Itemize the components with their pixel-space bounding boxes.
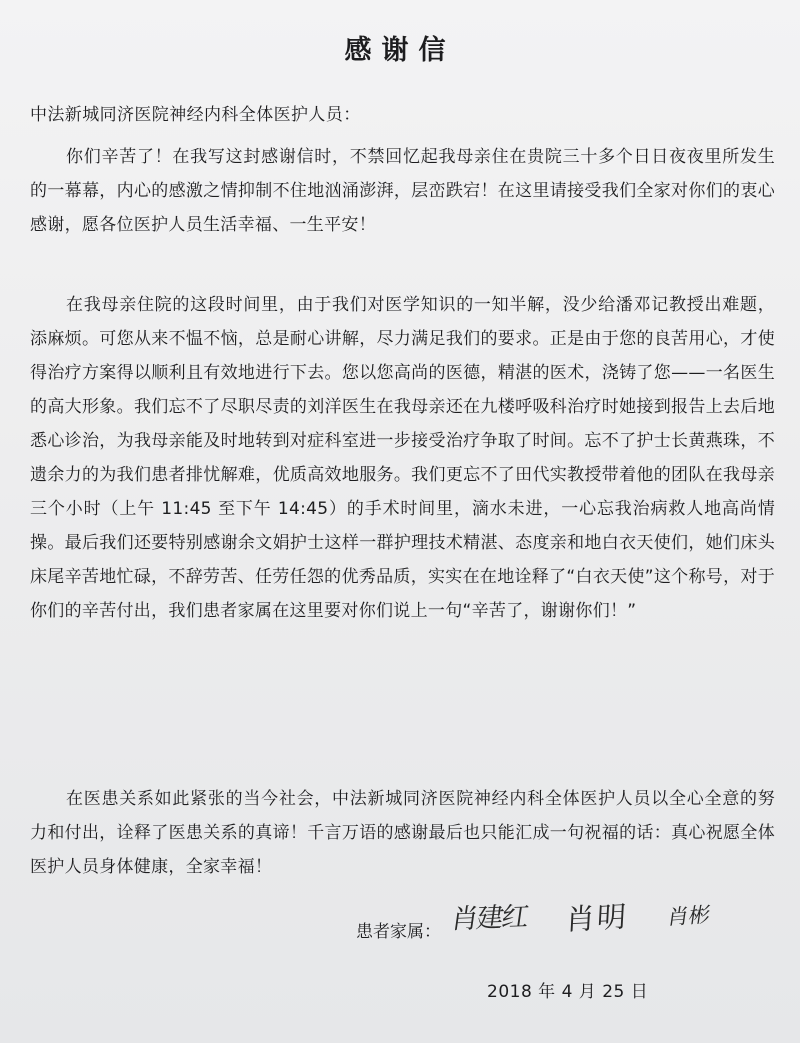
body-paragraph-1: 你们辛苦了！在我写这封感谢信时，不禁回忆起我母亲住在贵院三十多个日日夜夜里所发生的一幕幕，内心的感激之情抑制不住地汹涌澎湃，层峦跌宕！在这里请接受我们全家对你们的衷心感谢，愿各位医护人员生活幸福、一生平安！: [30, 147, 775, 235]
letter-date: 2018 年 4 月 25 日: [487, 982, 649, 1002]
body-paragraph-3: 在医患关系如此紧张的当今社会，中法新城同济医院神经内科全体医护人员以全心全意的努力和付出，诠释了医患关系的真谛！千言万语的感谢最后也只能汇成一句祝福的话：真心祝愿全体医护人员身体健康，全家幸福！: [30, 789, 775, 877]
signature-label: 患者家属：: [356, 922, 441, 942]
salutation: 中法新城同济医院神经内科全体医护人员：: [30, 105, 361, 125]
letter-title: 感谢信: [344, 35, 456, 66]
handwritten-signature-3: 肖彬: [665, 902, 712, 930]
handwritten-signature-1: 肖建红: [449, 901, 529, 936]
body-paragraph-2: 在我母亲住院的这段时间里，由于我们对医学知识的一知半解，没少给潘邓记教授出难题，添麻烦。可您从来不愠不恼，总是耐心讲解，尽力满足我们的要求。正是由于您的良苦用心，才使得治疗方案得以顺利且有效地进行下去。您以您高尚的医德，精湛的医术，浇铸了您——一名医生的高大形象。我们忘不了尽职尽责的刘洋医生在我母亲还在九楼呼吸科治疗时她接到报告上去后地悉心诊治，为我母亲能及时地转到对症科室进一步接受治疗争取了时间。忘不了护士长黄燕珠，不遗余力的为我们患者排忧解难，优质高效地服务。我们更忘不了田代实教授带着他的团队在我母亲三个小时（上午 11:45 至下午 14:45）的手术时间里，滴水未进，一心忘我治病救人地高尚情操。最后我们还要特别感谢余文娟护士这样一群护理技术精湛、态度亲和地白衣天使们，她们床头床尾辛苦地忙碌，不辞劳苦、任劳任怨的优秀品质，实实在在地诠释了“白衣天使”这个称号，对于你们的辛苦付出，我们患者家属在这里要对你们说上一句“辛苦了，谢谢你们！”: [30, 295, 775, 621]
handwritten-signature-2: 肖明: [564, 899, 629, 937]
